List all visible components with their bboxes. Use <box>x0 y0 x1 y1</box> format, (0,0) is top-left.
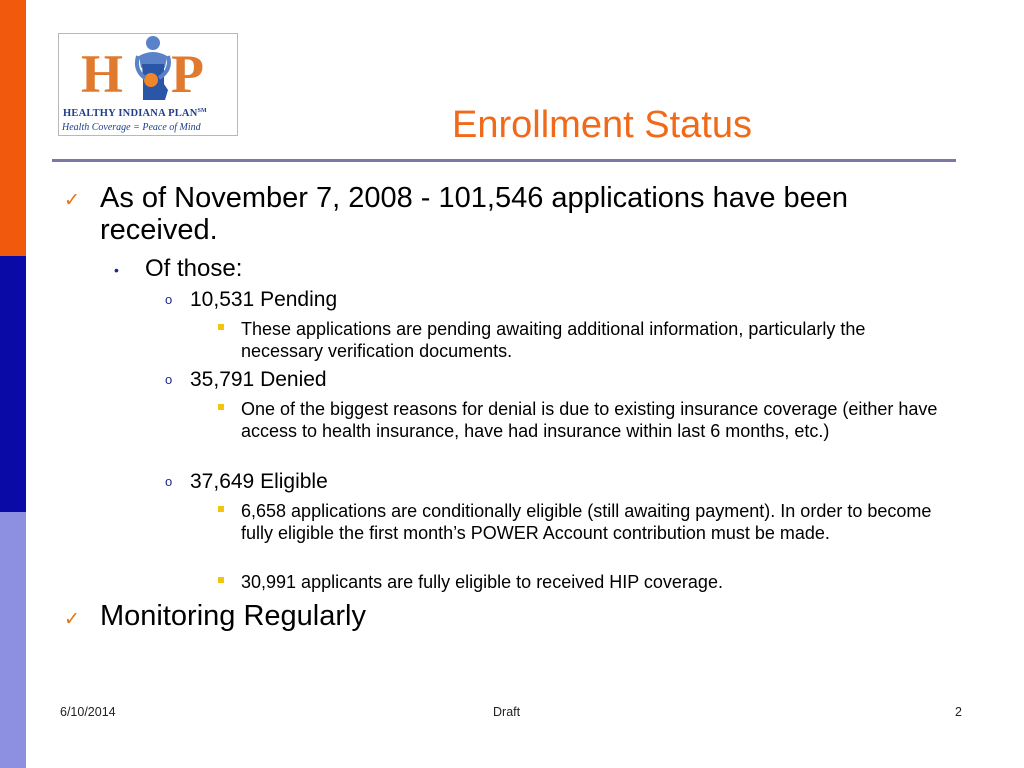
title-divider <box>52 159 956 162</box>
side-band-lavender <box>0 512 26 768</box>
side-band-navy <box>0 256 26 512</box>
bullet-square-icon <box>218 324 224 330</box>
bullet-of-those: Of those: <box>145 255 243 282</box>
bullet-dot-icon: • <box>114 262 119 278</box>
note-denied: One of the biggest reasons for denial is due to existing insurance coverage (either have access to health insurance, have had insurance within last 6 months, etc.) <box>241 399 938 441</box>
bullet-square-icon <box>218 506 224 512</box>
bullet-pending: 10,531 Pending <box>190 288 338 311</box>
indiana-caregiver-icon <box>129 34 177 104</box>
logo-tagline: Health Coverage = Peace of Mind <box>62 122 201 133</box>
bullet-denied: 35,791 Denied <box>190 368 327 391</box>
checkmark-icon: ✓ <box>64 609 80 630</box>
logo-letter-p: P <box>171 44 204 104</box>
slide-title: Enrollment Status <box>452 104 752 146</box>
checkmark-icon: ✓ <box>64 190 80 211</box>
bullet-square-icon <box>218 577 224 583</box>
footer-date: 6/10/2014 <box>60 705 116 719</box>
bullet-square-icon <box>218 404 224 410</box>
bullet-circle-icon: o <box>165 372 173 387</box>
bullet-circle-icon: o <box>165 292 173 307</box>
hip-logo <box>58 33 238 136</box>
bullet-applications-received: As of November 7, 2008 - 101,546 applications have been received. <box>100 182 849 246</box>
note-pending: These applications are pending awaiting additional information, particularly the necessary verification documents. <box>241 319 866 361</box>
bullet-circle-icon: o <box>165 474 173 489</box>
footer-page-number: 2 <box>955 705 962 719</box>
bullet-eligible: 37,649 Eligible <box>190 470 328 493</box>
side-band-orange <box>0 0 26 256</box>
bullet-monitoring: Monitoring Regularly <box>100 600 366 632</box>
logo-letter-h: H <box>81 44 124 104</box>
note-eligible-full: 30,991 applicants are fully eligible to received HIP coverage. <box>241 572 723 592</box>
note-eligible-conditional: 6,658 applications are conditionally eligible (still awaiting payment). In order to become fully eligible the first month’s POWER Account contribution must be made. <box>241 501 932 543</box>
logo-plan-name: HEALTHY INDIANA PLAN℠ <box>63 108 207 119</box>
footer-draft-label: Draft <box>493 705 521 719</box>
